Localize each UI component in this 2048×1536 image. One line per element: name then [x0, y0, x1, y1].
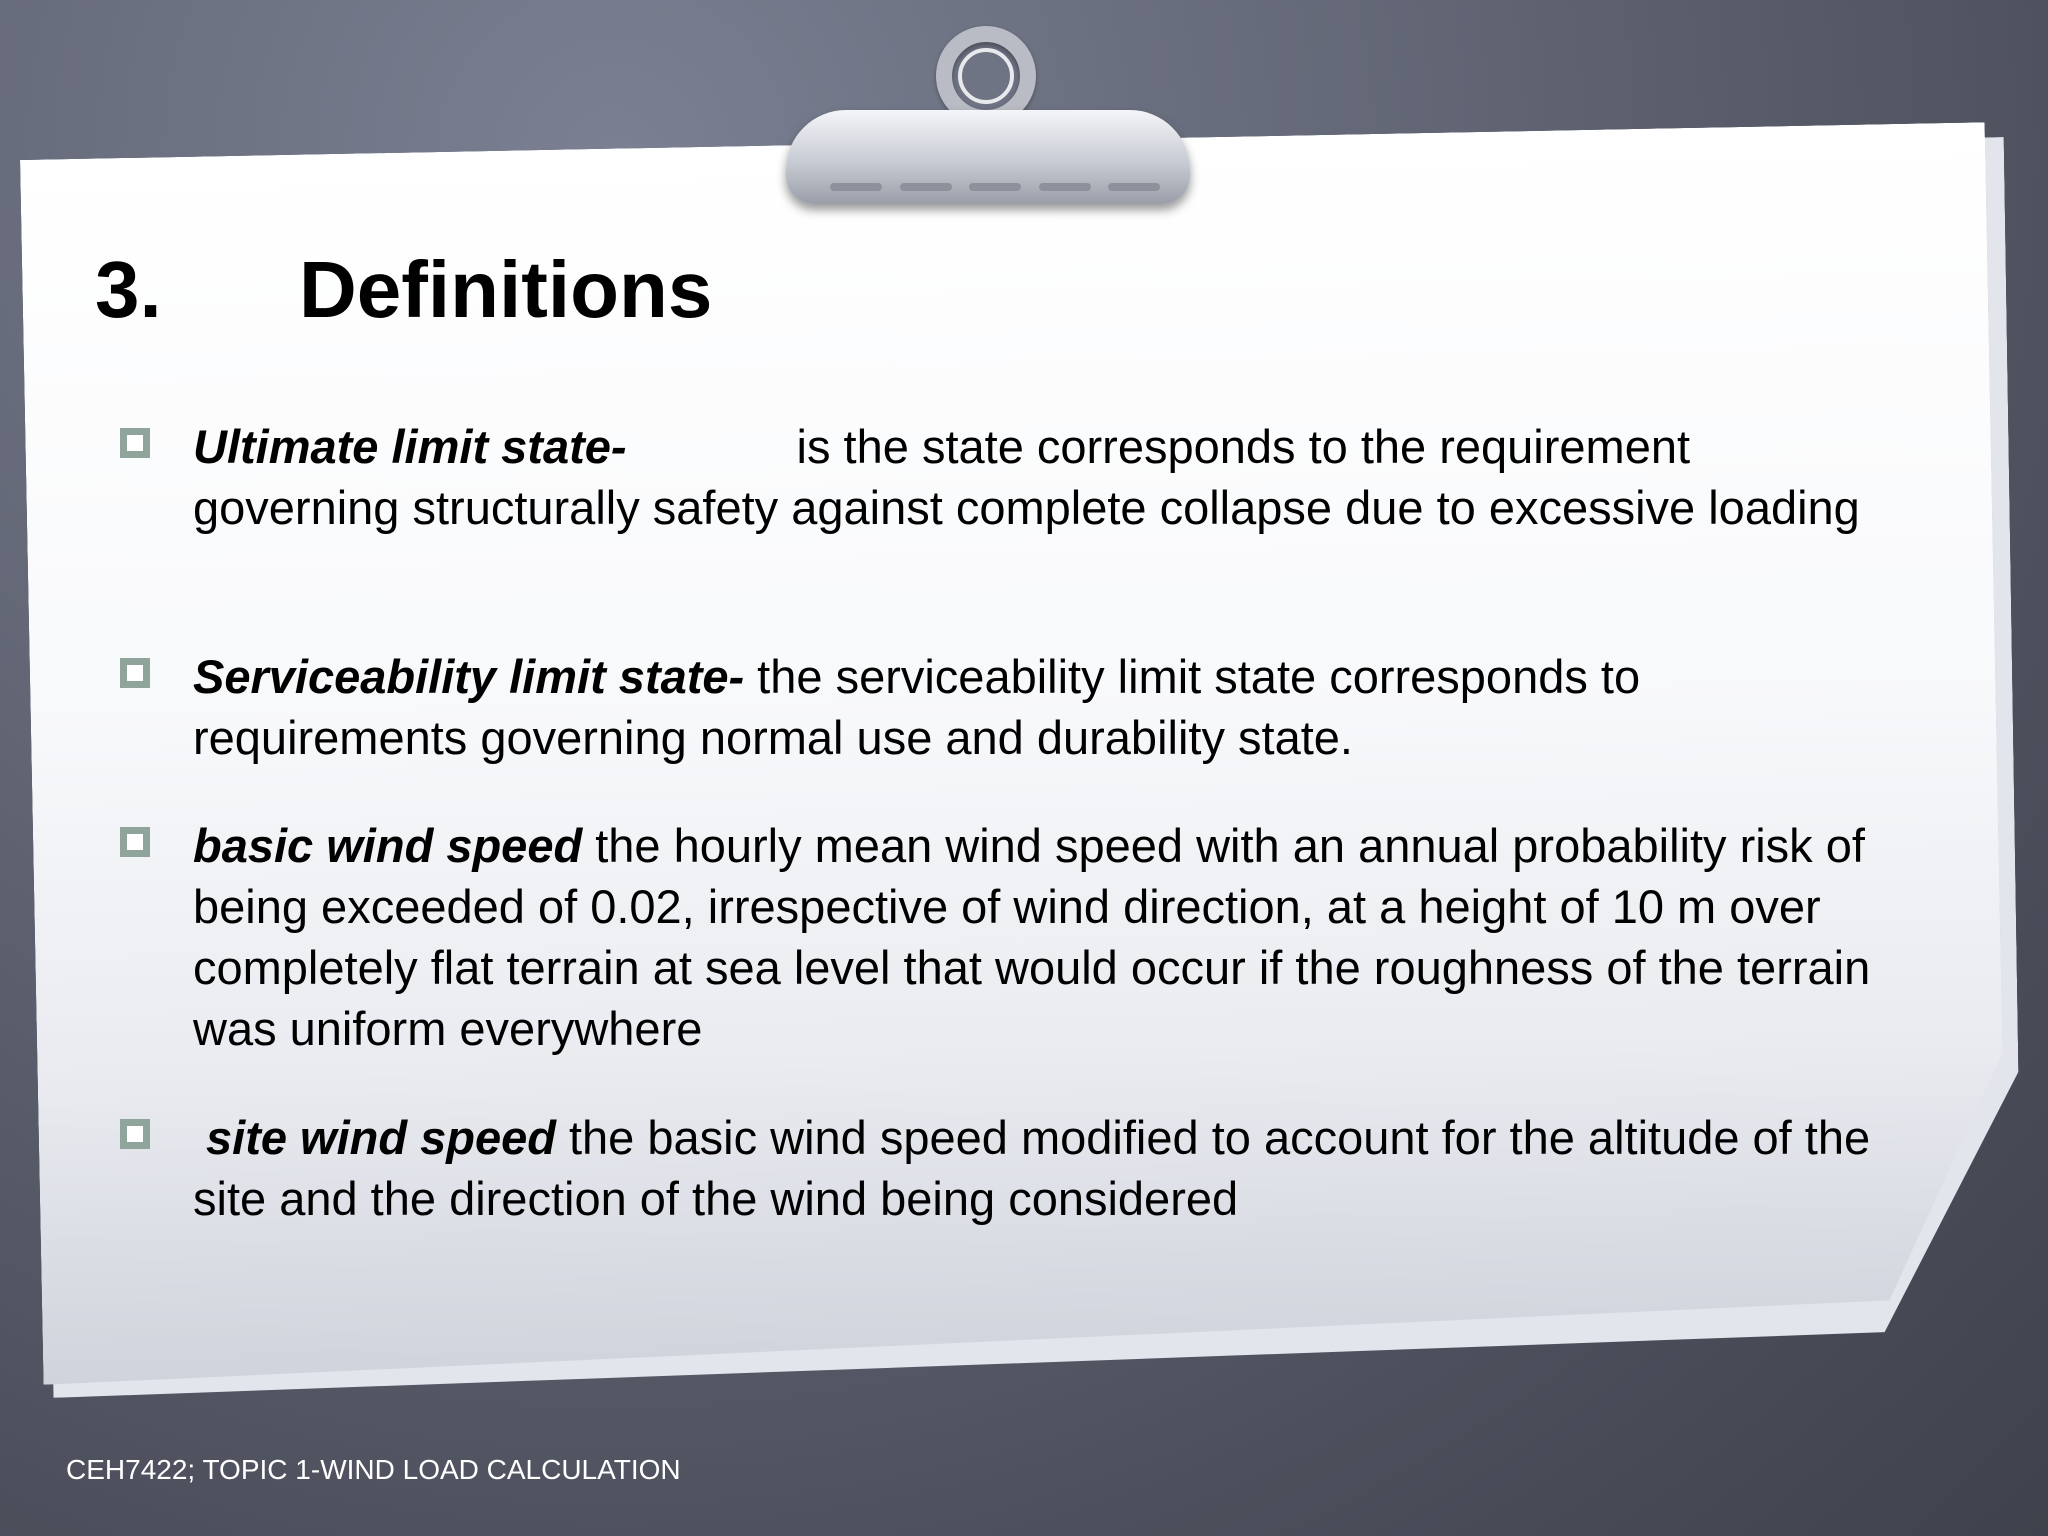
square-bullet-icon: [120, 658, 150, 688]
slide-title: [95, 244, 712, 336]
definition-text: [193, 416, 1890, 538]
definition-item-serviceability-limit-state: [120, 646, 1890, 768]
definition-term: basic wind speed: [193, 819, 583, 872]
slide-title-text: Definitions: [299, 245, 713, 334]
definition-text: [193, 1107, 1890, 1229]
definition-item-ultimate-limit-state: [120, 416, 1890, 538]
definition-item-basic-wind-speed: [120, 815, 1890, 1059]
definition-term: Ultimate limit state-: [193, 420, 627, 473]
square-bullet-icon: [120, 428, 150, 458]
definition-description: the serviceability limit state corresponds to requirements governing normal use and durability state.: [193, 650, 1641, 764]
slide-title-number: 3.: [95, 245, 162, 334]
definition-term: Serviceability limit state-: [193, 650, 745, 703]
definition-text: [193, 815, 1890, 1059]
definition-item-site-wind-speed: [120, 1107, 1890, 1229]
square-bullet-icon: [120, 827, 150, 857]
definition-description: is the state corresponds to the requirement governing structurally safety against complete collapse due to excessive loading: [193, 420, 1860, 534]
definition-description: the basic wind speed modified to account for the altitude of the site and the direction of the wind being considered: [193, 1111, 1871, 1225]
square-bullet-icon: [120, 1119, 150, 1149]
definition-text: [193, 646, 1890, 768]
slide-footer: CEH7422; TOPIC 1-WIND LOAD CALCULATION: [66, 1454, 681, 1485]
definition-description: the hourly mean wind speed with an annual probability risk of being exceeded of 0.02, irrespective of wind direction, at a height of 10 m over completely flat terrain at sea level that would occur if the roughness of the terrain was uniform everywhere: [193, 819, 1871, 1055]
definition-term: site wind speed: [206, 1111, 556, 1164]
paper-clip-dashes: [830, 183, 1160, 191]
